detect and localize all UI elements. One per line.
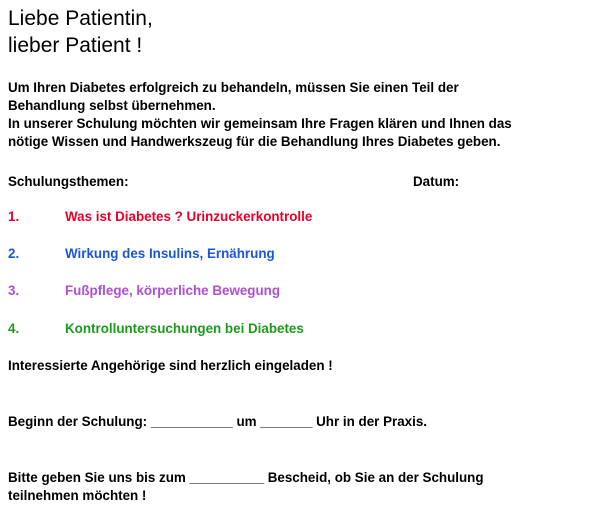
greeting-line-1: Liebe Patientin,	[8, 7, 153, 30]
reply-line-2: teilnehmen möchten !	[8, 488, 147, 503]
topics-header: Schulungsthemen:	[8, 174, 129, 189]
topic-2-number: 2.	[8, 246, 20, 261]
invitation-text: Interessierte Angehörige sind herzlich eingeladen !	[8, 358, 333, 373]
course-start-text: Beginn der Schulung: ___________ um _______ Uhr in der Praxis.	[8, 414, 428, 429]
topic-2-text: Wirkung des Insulins, Ernährung	[65, 246, 275, 261]
topic-3-text: Fußpflege, körperliche Bewegung	[65, 283, 281, 298]
intro-line-4: nötige Wissen und Handwerkszeug für die Behandlung Ihres Diabetes geben.	[8, 134, 501, 149]
date-header: Datum:	[413, 174, 460, 189]
intro-line-1: Um Ihren Diabetes erfolgreich zu behandeln, müssen Sie einen Teil der	[8, 80, 459, 95]
topic-1-number: 1.	[8, 209, 20, 224]
reply-line-1: Bitte geben Sie uns bis zum __________ Bescheid, ob Sie an der Schulung	[8, 470, 484, 485]
topic-1-text: Was ist Diabetes ? Urinzuckerkontrolle	[65, 209, 313, 224]
intro-line-2: Behandlung selbst übernehmen.	[8, 98, 216, 113]
topic-4-number: 4.	[8, 321, 20, 336]
topic-4-text: Kontrolluntersuchungen bei Diabetes	[65, 321, 304, 336]
topic-3-number: 3.	[8, 283, 20, 298]
greeting-line-2: lieber Patient !	[8, 34, 143, 57]
intro-line-3: In unserer Schulung möchten wir gemeinsam Ihre Fragen klären und Ihnen das	[8, 116, 512, 131]
